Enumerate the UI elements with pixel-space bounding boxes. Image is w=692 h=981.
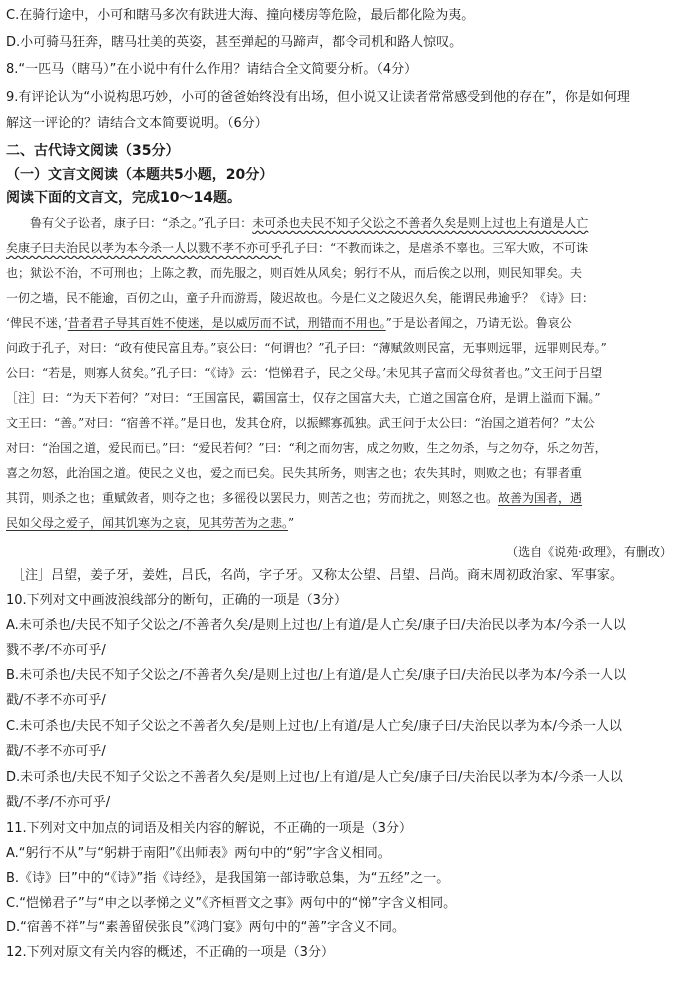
wavy-underlined-text: 矣康子曰夫治民以孝为本今杀一人以戮不孝不亦可乎 [6, 241, 283, 255]
source-citation: （选自《说苑·政理》，有删改） [506, 545, 672, 559]
q10-option-d-line2: 戳/不孝/不亦可乎/ [6, 795, 111, 810]
passage-line-10: 对曰：“治国之道，爱民而已。”曰：“爱民若何？”曰：“利之而勿害，成之勿败，生之勿杀，与之勿夺，乐之勿苦， [6, 441, 607, 455]
passage-text: 其罚，则杀之也；重赋敛者，则夺之也；多徭役以罢民力，则苦之也；劳而扰之，则怒之也。 [6, 491, 499, 505]
question-8: 8.“一匹马（瞎马）”在小说中有什么作用？请结合全文简要分析。（4分） [6, 62, 418, 77]
q10-option-b-line2: 戳/不孝不亦可乎/ [6, 693, 106, 708]
passage-line-7: 公曰：“若是，则寡人贫矣。”孔子曰：“《诗》云：‘恺悌君子，民之父母。’未见其子富而父母贫者也。”文王问于吕望 [6, 366, 603, 380]
passage-line-11: 喜之勿怒，此治国之道。使民之义也，爱之而已矣。民失其所务，则害之也；农失其时，则败之也；有罪者重 [6, 466, 583, 480]
underlined-text: 故善为国者，遇 [498, 491, 583, 505]
reading-instruction: 阅读下面的文言文，完成10～14题。 [6, 190, 241, 206]
passage-line-8: ［注］曰：“为天下若何？”对曰：“王国富民，霸国富士，仅存之国富大夫，亡道之国富仓府，是谓上溢而下漏。” [6, 391, 601, 405]
passage-line-13 [6, 512, 678, 534]
question-9-line2: 解这一评论的？请结合文本简要说明。（6分） [6, 116, 268, 131]
question-10-stem: 10.下列对文中画波浪线部分的断句，正确的一项是（3分） [6, 593, 347, 608]
annotation-note: ［注］吕望，姜子牙，姜姓，吕氏，名尚，字子牙。又称太公望、吕望、吕尚。商末周初政治家、军事家。 [12, 568, 624, 583]
question-11-stem: 11.下列对文中加点的词语及相关内容的解说，不正确的一项是（3分） [6, 821, 412, 836]
q11-option-b: B.《诗》曰”中的“《诗》”指《诗经》，是我国第一部诗歌总集，为“五经”之一。 [6, 871, 450, 886]
passage-line-6: 问政于孔子，对曰：“政有使民富且寿。”哀公曰：“何谓也？”孔子曰：“薄赋敛则民富，无事则远罪，远罪则民寿。” [6, 341, 607, 355]
passage-text: 鲁有父子讼者，康子曰：“杀之。”孔子曰： [30, 216, 253, 230]
question-9-line1: 9.有评论认为“小说构思巧妙，小可的爸爸始终没有出场，但小说又让读者常常感受到他的存在”，你是如何理 [6, 90, 630, 105]
passage-line-1 [30, 212, 678, 234]
passage-line-2 [6, 237, 678, 259]
passage-text: ”于是讼者闻之，乃请无讼。鲁哀公 [385, 316, 572, 330]
q11-option-c: C.“恺悌君子”与“申之以孝悌之义”《齐桓晋文之事》两句中的“悌”字含义相同。 [6, 896, 457, 911]
passage-text: 孔子曰：“不教而诛之，是虐杀不辜也。三军大败，不可诛 [282, 241, 589, 255]
q10-option-c-line1: C.未可杀也/夫民不知子父讼之不善者久矣/是则上过也/上有道/是人亡矣/康子曰/夫治民以孝为本/今杀一人以 [6, 719, 622, 734]
q10-option-b-line1: B.未可杀也/夫民不知子父讼之/不善者久矣/是则上过也/上有道/是人亡矣/康子曰/夫治民以孝为本/今杀一人以 [6, 668, 627, 683]
q10-option-c-line2: 戳/不孝不亦可乎/ [6, 744, 106, 759]
q10-option-a-line1: A.未可杀也/夫民不知子父讼之/不善者久矣/是则上过也/上有道/是人亡矣/康子曰/夫治民以孝为本/今杀一人以 [6, 618, 626, 633]
passage-line-9: 文王曰：“善。”对曰：“宿善不祥。”是日也，发其仓府，以振鳏寡孤独。武王问于太公曰：“治国之道若何？”太公 [6, 416, 595, 430]
passage-line-12 [6, 487, 678, 509]
q10-option-a-line2: 戮不孝/不亦可乎/ [6, 643, 106, 658]
q11-option-d: D.“宿善不祥”与“素善留侯张良”《鸿门宴》两句中的“善”字含义不同。 [6, 920, 406, 935]
wavy-underlined-text: 未可杀也夫民不知子父讼之不善者久矣是则上过也上有道是人亡 [252, 216, 589, 230]
section-heading: 二、古代诗文阅读（35分） [6, 143, 180, 159]
passage-line-5 [6, 312, 678, 334]
underlined-text: 民如父母之爱子，闻其饥寒为之哀，见其劳苦为之悲。 [6, 516, 289, 530]
subsection-heading: （一）文言文阅读（本题共5小题，20分） [6, 167, 274, 183]
option-c-text: C.在骑行途中，小可和瞎马多次有趺进大海、撞向楼房等危险，最后都化险为夷。 [6, 8, 475, 23]
option-d-text: D.小可骑马狂奔，瞎马壮美的英姿，甚至弹起的马蹄声，都令司机和路人惊叹。 [6, 35, 463, 50]
q11-option-a: A.“躬行不从”与“躬耕于南阳”《出师表》两句中的“躬”字含义相同。 [6, 846, 391, 861]
passage-text: ” [288, 516, 295, 530]
passage-line-3: 也；狱讼不治，不可刑也；上陈之教，而先服之，则百姓从风矣；躬行不从，而后俟之以刑，则民知罪矣。夫 [6, 266, 583, 280]
underlined-text: 昔者君子导其百姓不使迷，是以威厉而不试，刑错而不用也。 [67, 316, 386, 330]
passage-text: ‘俾民不迷，’ [6, 316, 68, 330]
q10-option-d-line1: D.未可杀也/夫民不知子父讼之不善者久矣/是则上过也/上有道/是人亡矣/康子曰/夫治民以孝为本/今杀一人以 [6, 770, 623, 785]
question-12-stem: 12.下列对原文有关内容的概述，不正确的一项是（3分） [6, 945, 334, 960]
passage-line-4: 一仞之墙，民不能逾，百仞之山，童子升而游焉，陵迟故也。今是仁义之陵迟久矣，能谓民弗逾乎？《诗》曰： [6, 291, 595, 305]
